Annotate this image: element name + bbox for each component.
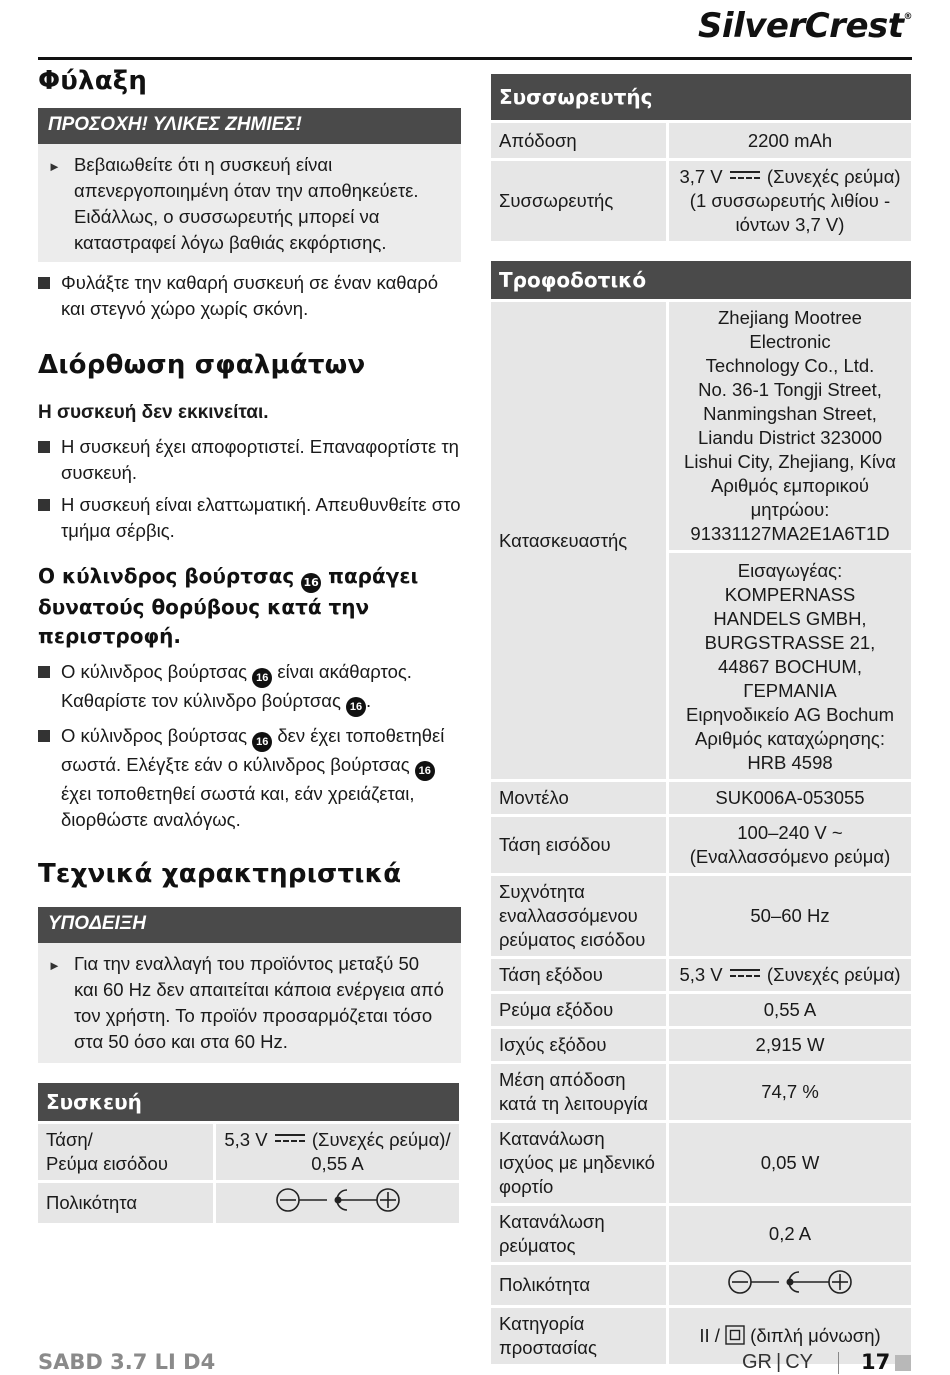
table-row: Συχνότητα εναλλασσόμενου ρεύματος εισόδου 50–60 Hz <box>491 873 911 956</box>
header-rule <box>38 57 912 60</box>
manufacturer-address: Zhejiang Mootree Electronic Technology Co., Ltd. No. 36-1 Tongji Street, Nanmingshan Street, Liandu District 323000 Lishui City, Zhejiang, Κίνα Αριθμός εμπορικού μητρώου: 91331127MA2E1A6T1D <box>669 299 911 550</box>
list-item: Η συσκευή έχει αποφορτιστεί. Επαναφορτίστε τη συσκευή. <box>38 434 461 486</box>
storage-title: Φύλαξη <box>38 66 148 96</box>
reference-number-icon: 16 <box>301 573 321 593</box>
double-insulation-icon <box>725 1325 745 1345</box>
psu-spec-table <box>491 261 911 1364</box>
list-item: Ο κύλινδρος βούρτσας 16 δεν έχει τοποθετηθεί σωστά. Ελέγξτε εάν ο κύλινδρος βούρτσας 16 έχει τοποθετηθεί σωστά και, εάν χρειάζεται, διορθώστε αναλόγως. <box>38 723 461 833</box>
table-row: Τάση εξόδου 5,3 V (Συνεχές ρεύμα) <box>491 956 911 991</box>
footer-divider <box>838 1352 839 1374</box>
footer-languages: GR | CY <box>742 1351 813 1373</box>
storage-notice <box>38 108 461 262</box>
reference-number-icon: 16 <box>252 732 272 752</box>
technical-title: Τεχνικά χαρακτηριστικά <box>38 859 402 889</box>
bullet-square-icon <box>38 277 50 289</box>
dc-current-icon <box>730 171 760 181</box>
reference-number-icon: 16 <box>346 697 366 717</box>
list-item: Η συσκευή είναι ελαττωματική. Απευθυνθείτε στο τμήμα σέρβις. <box>38 492 461 544</box>
list-item: Ο κύλινδρος βούρτσας 16 είναι ακάθαρτος. Καθαρίστε τον κύλινδρο βούρτσας 16 . <box>38 659 461 717</box>
reference-number-icon: 16 <box>415 761 435 781</box>
notice-title: ΥΠΟΔΕΙΞΗ <box>38 907 461 943</box>
arrow-right-icon: ► <box>48 159 61 174</box>
importer-address: Εισαγωγέας: KOMPERNASS HANDELS GMBH, BURGSTRASSE 21, 44867 BOCHUM, ΓΕΡΜΑΝΙΑ Ειρηνοδικείο AG Bochum Αριθμός καταχώρησης: HRB 4598 <box>669 550 911 779</box>
left-column <box>38 62 461 1223</box>
bullet-square-icon <box>38 499 50 511</box>
table-row: Πολικότητα <box>38 1180 459 1223</box>
table-row: Τάση/ Ρεύμα εισόδου 5,3 V (Συνεχές ρεύμα)/ 0,55 A <box>38 1121 459 1180</box>
table-row: Τάση εισόδου 100–240 V ~ (Εναλλασσόμενο ρεύμα) <box>491 814 911 873</box>
technical-notice <box>38 907 461 1063</box>
bullet-square-icon <box>38 441 50 453</box>
notice-text: Βεβαιωθείτε ότι η συσκευή είναι απενεργοποιημένη όταν την αποθηκεύετε. Ειδάλλως, ο συσσωρευτής μπορεί να καταστραφεί λόγω βαθιάς εκφόρτισης. <box>74 154 419 253</box>
dc-current-icon <box>730 969 760 979</box>
arrow-right-icon: ► <box>48 958 61 973</box>
battery-spec-table <box>491 74 911 241</box>
bullet-square-icon <box>38 666 50 678</box>
table-row: Απόδοση 2200 mAh <box>491 120 911 158</box>
notice-text: Για την εναλλαγή του προϊόντος μεταξύ 50 και 60 Hz δεν απαιτείται κάποια ενέργεια από τον χρήστη. Το προϊόν προσαρμόζεται τόσο στα 50 όσο και στα 60 Hz. <box>74 953 444 1052</box>
problem-heading: Η συσκευή δεν εκκινείται. <box>38 402 269 423</box>
table-row: Κατανάλωση ρεύματος 0,2 A <box>491 1203 911 1262</box>
reference-number-icon: 16 <box>252 668 272 688</box>
table-title: Συσκευή <box>38 1083 459 1121</box>
polarity-icon <box>275 1187 401 1213</box>
page-number: 17 <box>861 1350 891 1374</box>
table-row: Ρεύμα εξόδου 0,55 A <box>491 991 911 1026</box>
brand-logo: SilverCrest® <box>697 6 912 46</box>
polarity-icon <box>727 1269 853 1295</box>
table-row: Συσσωρευτής 3,7 V (Συνεχές ρεύμα) (1 συσσωρευτής λιθίου - ιόντων 3,7 V) <box>491 158 911 241</box>
footer-square-icon <box>895 1355 911 1371</box>
table-row: Πολικότητα <box>491 1262 911 1305</box>
bullet-square-icon <box>38 730 50 742</box>
table-title: Συσσωρευτής <box>491 74 911 120</box>
notice-title: ΠΡΟΣΟΧΗ! ΥΛΙΚΕΣ ΖΗΜΙΕΣ! <box>38 108 461 144</box>
troubleshooting-title: Διόρθωση σφαλμάτων <box>38 350 366 380</box>
footer-model: SABD 3.7 LI D4 <box>38 1350 216 1374</box>
table-row: Κατηγορία προστασίας II / (διπλή μόνωση) <box>491 1305 911 1364</box>
device-spec-table <box>38 1083 459 1223</box>
right-column <box>491 74 911 1364</box>
table-row: Ισχύς εξόδου 2,915 W <box>491 1026 911 1061</box>
problem-heading: Ο κύλινδρος βούρτσας 16 παράγει δυνατούς θορύβους κατά την περιστροφή. <box>38 564 419 648</box>
table-row: Μέση απόδοση κατά τη λειτουργία 74,7 % <box>491 1061 911 1120</box>
dc-current-icon <box>275 1134 305 1144</box>
table-row: Μοντέλο SUK006A-053055 <box>491 779 911 814</box>
table-row: Κατασκευαστής Zhejiang Mootree Electronic Technology Co., Ltd. No. 36-1 Tongji Street, Nanmingshan Street, Liandu District 323000 Lishui City, Zhejiang, Κίνα Αριθμός εμπορικού μητρώου: 91331127MA2E1A6T1D <box>491 299 911 550</box>
list-item: Φυλάξτε την καθαρή συσκευή σε έναν καθαρό και στεγνό χώρο χωρίς σκόνη. <box>38 270 461 322</box>
table-title: Τροφοδοτικό <box>491 261 911 299</box>
table-row: Κατανάλωση ισχύος με μηδενικό φορτίο 0,05 W <box>491 1120 911 1203</box>
